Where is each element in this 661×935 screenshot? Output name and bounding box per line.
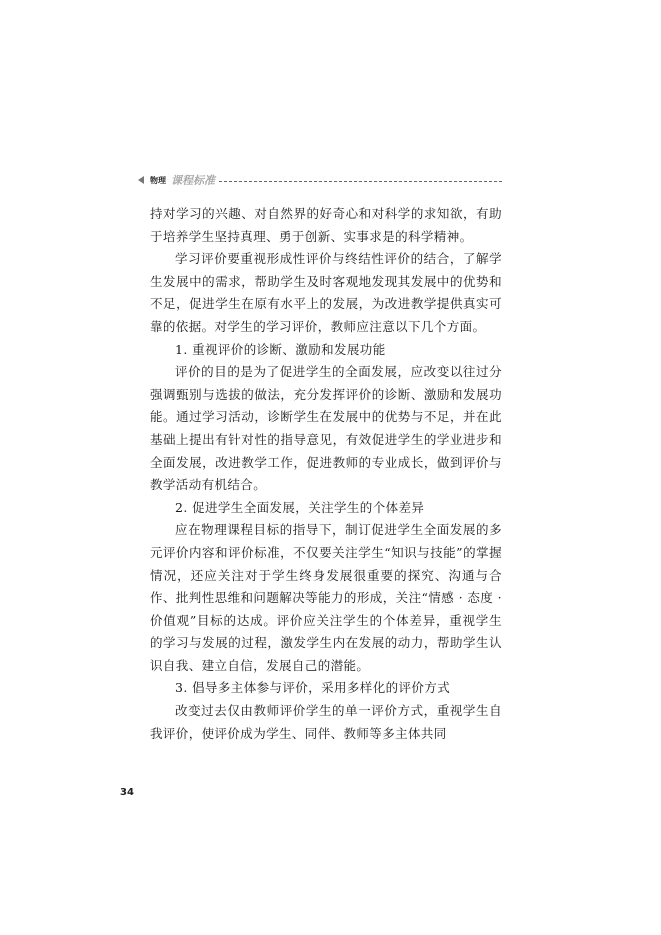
header-subject: 物理 — [150, 175, 166, 185]
page-body — [150, 203, 502, 745]
paragraph-section-1: 评价的目的是为了促进学生的全面发展，应改变以往过分强调甄别与选拔的做法，充分发挥评价的诊断、激励和发展功能。通过学习活动，诊断学生在发展中的优势与不足，并在此基础上提出有针对性的指导意见，有效促进学生的学业进步和全面发展，改进教学工作，促进教师的专业成长，做到评价与教学活动有机结合。 — [150, 364, 502, 493]
page-number: 34 — [120, 787, 134, 798]
running-header — [138, 172, 502, 188]
header-dotted-rule — [219, 181, 502, 182]
section-heading-2: 2. 促进学生全面发展，关注学生的个体差异 — [175, 499, 425, 515]
paragraph-evaluation-intro: 学习评价要重视形成性评价与终结性评价的结合，了解学生发展中的需求，帮助学生及时客观地发现其发展中的优势和不足，促进学生在原有水平上的发展，为改进教学提供真实可靠的依据。对学生的学习评价，教师应注意以下几个方面。 — [150, 251, 502, 334]
paragraph-section-3: 改变过去仅由教师评价学生的单一评价方式，重视学生自我评价，使评价成为学生、同伴、教师等多主体共同 — [150, 703, 502, 741]
paragraph-continued: 持对学习的兴趣、对自然界的好奇心和对科学的求知欲，有助于培养学生坚持真理、勇于创新、实事求是的科学精神。 — [150, 206, 502, 244]
section-heading-3: 3. 倡导多主体参与评价，采用多样化的评价方式 — [175, 680, 451, 696]
header-title: 课程标准 — [171, 174, 215, 187]
section-heading-1: 1. 重视评价的诊断、激励和发展功能 — [175, 341, 386, 357]
triangle-left-icon — [138, 176, 144, 184]
paragraph-section-2: 应在物理课程目标的指导下，制订促进学生全面发展的多元评价内容和评价标准，不仅要关注学生“知识与技能”的掌握情况，还应关注对于学生终身发展很重要的探究、沟通与合作、批判性思维和问题解决等能力的形成，关注“情感 · 态度 · 价值观”目标的达成。评价应关注学生的个体差异，重视学生的学习与发展的过程，激发学生内在发展的动力，帮助学生认识自我、建立自信，发展自己的潜能。 — [150, 522, 502, 673]
